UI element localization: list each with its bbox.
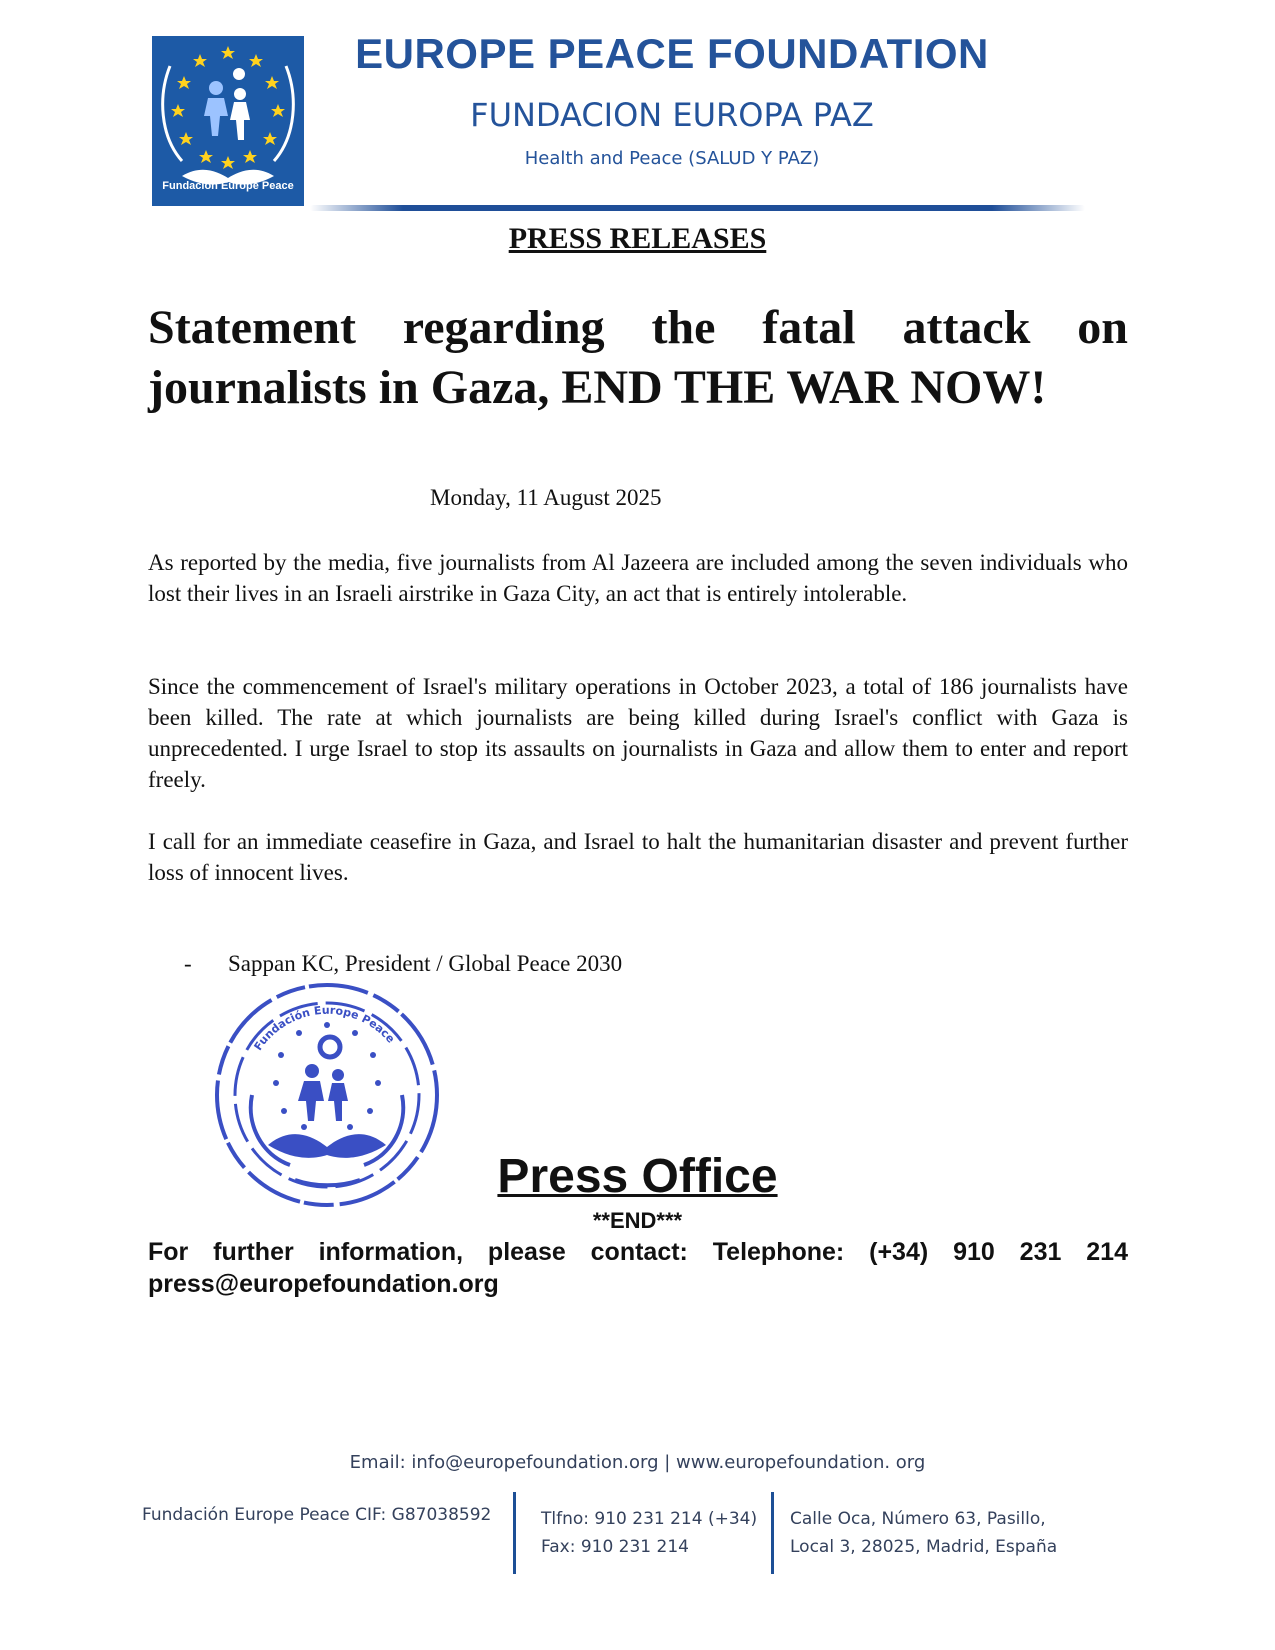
foundation-logo (152, 36, 304, 206)
end-marker: **END*** (592, 1208, 683, 1233)
footer-phone: Tlfno: 910 231 214 (+34) (541, 1509, 758, 1529)
paragraph-2: Since the commencement of Israel's military operations in October 2023, a total of 186 journalists have been killed. The rate at which journalists are being killed during Israel's conflict with Gaza is unprecedented. I urge Israel to stop its assaults on journalists in Gaza and allow them to enter and report freely. (148, 674, 1128, 792)
footer-email-website: Email: info@europefoundation.org | www.europefoundation. org (349, 1452, 926, 1473)
footer-org-cif: Fundación Europe Peace CIF: G87038592 (142, 1505, 492, 1525)
paragraph-3: I call for an immediate ceasefire in Gaza, and Israel to halt the humanitarian disaster and prevent further loss of innocent lives. (148, 829, 1128, 885)
footer-divider-2 (771, 1492, 774, 1574)
svg-text:Fundación Europe Peace: Fundación Europe Peace (251, 1003, 398, 1053)
footer-divider-1 (513, 1492, 516, 1574)
paragraph-1: As reported by the media, five journalists from Al Jazeera are included among the seven individuals who lost their lives in an Israeli airstrike in Gaza City, an act that is entirely intolerable. (148, 550, 1128, 606)
footer-phone-block (541, 1505, 757, 1561)
footer-fax: Fax: 910 231 214 (541, 1537, 689, 1557)
section-label: PRESS RELEASES (508, 222, 767, 255)
logo-caption: Fundación Europe Peace (162, 180, 294, 192)
org-name: EUROPE PEACE FOUNDATION (355, 30, 989, 77)
footer-address-line-2: Local 3, 28025, Madrid, España (790, 1537, 1058, 1557)
press-office-text: Press Office (497, 1150, 778, 1203)
footer-address-block (790, 1505, 1057, 1561)
release-date: Monday, 11 August 2025 (430, 485, 662, 510)
headline: Statement regarding the fatal attack on journalists in Gaza, END THE WAR NOW! (148, 301, 1128, 414)
org-tagline: Health and Peace (SALUD Y PAZ) (524, 148, 820, 169)
contact-info: For further information, please contact: Telephone: (+34) 910 231 214 press@europefoundation.org (148, 1238, 1128, 1298)
header-divider (310, 205, 1085, 211)
signature-dash: - (184, 951, 192, 976)
press-office-heading (0, 1150, 1275, 1204)
signature-line: Sappan KC, President / Global Peace 2030 (228, 951, 623, 976)
org-name-spanish: FUNDACION EUROPA PAZ (470, 96, 874, 134)
footer-address-line-1: Calle Oca, Número 63, Pasillo, (790, 1509, 1046, 1529)
